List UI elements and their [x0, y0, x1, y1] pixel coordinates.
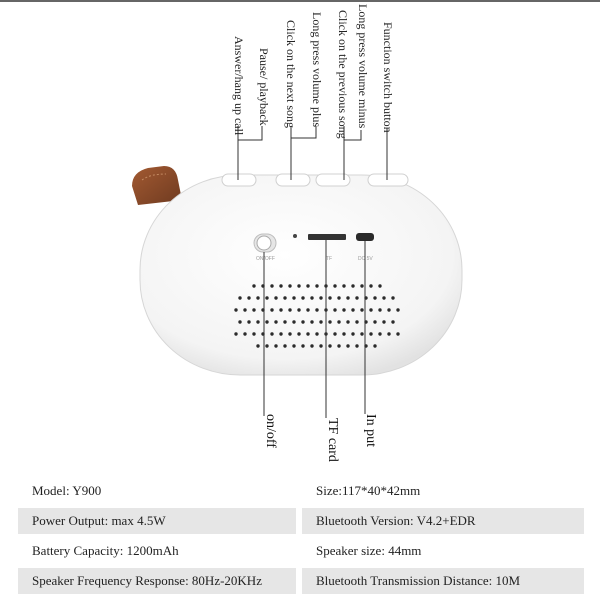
- spec-row: [18, 478, 584, 504]
- label-on-off: on/off: [263, 414, 278, 448]
- grille-hole: [378, 308, 381, 311]
- button-answer[interactable]: [222, 174, 256, 186]
- grille-hole: [382, 320, 385, 323]
- tf-card-slot[interactable]: [308, 234, 346, 240]
- grille-hole: [256, 320, 259, 323]
- grille-hole: [306, 284, 309, 287]
- grille-hole: [265, 320, 268, 323]
- grille-hole: [256, 344, 259, 347]
- spec-row: [18, 568, 584, 594]
- grille-hole: [243, 308, 246, 311]
- grille-hole: [252, 332, 255, 335]
- grille-hole: [292, 344, 295, 347]
- grille-hole: [333, 332, 336, 335]
- spec-frequency-response: Speaker Frequency Response: 80Hz-20KHz: [18, 568, 296, 594]
- grille-hole: [283, 320, 286, 323]
- grille-hole: [252, 308, 255, 311]
- grille-hole: [387, 332, 390, 335]
- grille-hole: [274, 296, 277, 299]
- label-volume-minus: Long press volume minus: [356, 4, 370, 129]
- grille-hole: [234, 332, 237, 335]
- grille-hole: [274, 320, 277, 323]
- grille-hole: [373, 296, 376, 299]
- grille-hole: [274, 344, 277, 347]
- grille-hole: [369, 332, 372, 335]
- grille-hole: [288, 332, 291, 335]
- grille-hole: [360, 308, 363, 311]
- grille-hole: [265, 296, 268, 299]
- grille-hole: [360, 284, 363, 287]
- grille-hole: [283, 296, 286, 299]
- grille-hole: [297, 308, 300, 311]
- grille-hole: [328, 344, 331, 347]
- grille-hole: [387, 308, 390, 311]
- grille-hole: [360, 332, 363, 335]
- grille-hole: [297, 284, 300, 287]
- grille-hole: [270, 284, 273, 287]
- grille-hole: [315, 308, 318, 311]
- tf-marking: TF: [326, 256, 333, 262]
- grille-hole: [319, 320, 322, 323]
- grille-hole: [301, 344, 304, 347]
- grille-hole: [279, 284, 282, 287]
- grille-hole: [351, 308, 354, 311]
- grille-hole: [328, 296, 331, 299]
- button-next[interactable]: [276, 174, 310, 186]
- grille-hole: [297, 332, 300, 335]
- grille-hole: [382, 296, 385, 299]
- label-answer-call: Answer/hang up call: [232, 36, 246, 136]
- grille-hole: [279, 308, 282, 311]
- grille-hole: [292, 320, 295, 323]
- grille-hole: [310, 320, 313, 323]
- grille-hole: [373, 320, 376, 323]
- grille-hole: [346, 344, 349, 347]
- grille-hole: [310, 296, 313, 299]
- grille-hole: [355, 296, 358, 299]
- grille-hole: [378, 332, 381, 335]
- grille-hole: [292, 296, 295, 299]
- grille-hole: [238, 296, 241, 299]
- label-previous-song: Click on the previous song: [336, 10, 350, 139]
- grille-hole: [337, 320, 340, 323]
- spec-bluetooth-version: Bluetooth Version: V4.2+EDR: [302, 508, 584, 534]
- grille-hole: [337, 296, 340, 299]
- switch-knob: [257, 236, 271, 250]
- grille-hole: [315, 332, 318, 335]
- usb-input-port[interactable]: [356, 233, 374, 241]
- grille-hole: [265, 344, 268, 347]
- grille-hole: [328, 320, 331, 323]
- button-prev[interactable]: [316, 174, 350, 186]
- grille-hole: [283, 344, 286, 347]
- grille-hole: [270, 332, 273, 335]
- label-input: In put: [363, 414, 378, 448]
- label-function-switch: Function switch button: [381, 22, 395, 133]
- dc-marking: DC 5V: [358, 256, 373, 262]
- grille-hole: [301, 320, 304, 323]
- spec-power-output: Power Output: max 4.5W: [18, 508, 296, 534]
- spec-transmission-distance: Bluetooth Transmission Distance: 10M: [302, 568, 584, 594]
- grille-hole: [373, 344, 376, 347]
- grille-hole: [342, 332, 345, 335]
- grille-hole: [270, 308, 273, 311]
- grille-hole: [346, 320, 349, 323]
- grille-hole: [288, 308, 291, 311]
- grille-hole: [346, 296, 349, 299]
- grille-hole: [315, 284, 318, 287]
- grille-hole: [301, 296, 304, 299]
- grille-hole: [342, 308, 345, 311]
- grille-hole: [391, 296, 394, 299]
- grille-hole: [355, 320, 358, 323]
- grille-hole: [238, 320, 241, 323]
- grille-hole: [369, 308, 372, 311]
- label-next-song: Click on the next song: [284, 20, 298, 128]
- grille-hole: [234, 308, 237, 311]
- grille-hole: [396, 332, 399, 335]
- grille-hole: [351, 332, 354, 335]
- grille-hole: [319, 344, 322, 347]
- grille-hole: [355, 344, 358, 347]
- grille-hole: [306, 332, 309, 335]
- indicator-hole: [293, 234, 297, 238]
- grille-hole: [369, 284, 372, 287]
- grille-hole: [306, 308, 309, 311]
- grille-hole: [333, 284, 336, 287]
- grille-hole: [252, 284, 255, 287]
- grille-hole: [342, 284, 345, 287]
- spec-row: [18, 508, 584, 534]
- grille-hole: [337, 344, 340, 347]
- grille-hole: [396, 308, 399, 311]
- grille-hole: [247, 320, 250, 323]
- grille-hole: [310, 344, 313, 347]
- button-function[interactable]: [368, 174, 408, 186]
- grille-hole: [378, 284, 381, 287]
- switch-marking: ON/OFF: [256, 256, 275, 262]
- label-volume-plus: Long press volume plus: [310, 12, 324, 127]
- grille-hole: [319, 296, 322, 299]
- grille-hole: [391, 320, 394, 323]
- speaker-body: [140, 175, 462, 375]
- grille-hole: [256, 296, 259, 299]
- grille-hole: [247, 296, 250, 299]
- grille-hole: [351, 284, 354, 287]
- spec-row: [18, 538, 584, 564]
- grille-hole: [333, 308, 336, 311]
- spec-speaker-size: Speaker size: 44mm: [302, 538, 584, 564]
- spec-model: Model: Y900: [18, 478, 296, 504]
- spec-battery: Battery Capacity: 1200mAh: [18, 538, 296, 564]
- label-tf-card: TF card: [325, 418, 340, 462]
- grille-hole: [288, 284, 291, 287]
- spec-size: Size:117*40*42mm: [302, 478, 584, 504]
- grille-hole: [279, 332, 282, 335]
- label-pause-playback: Pause/ playback: [257, 48, 271, 126]
- grille-hole: [243, 332, 246, 335]
